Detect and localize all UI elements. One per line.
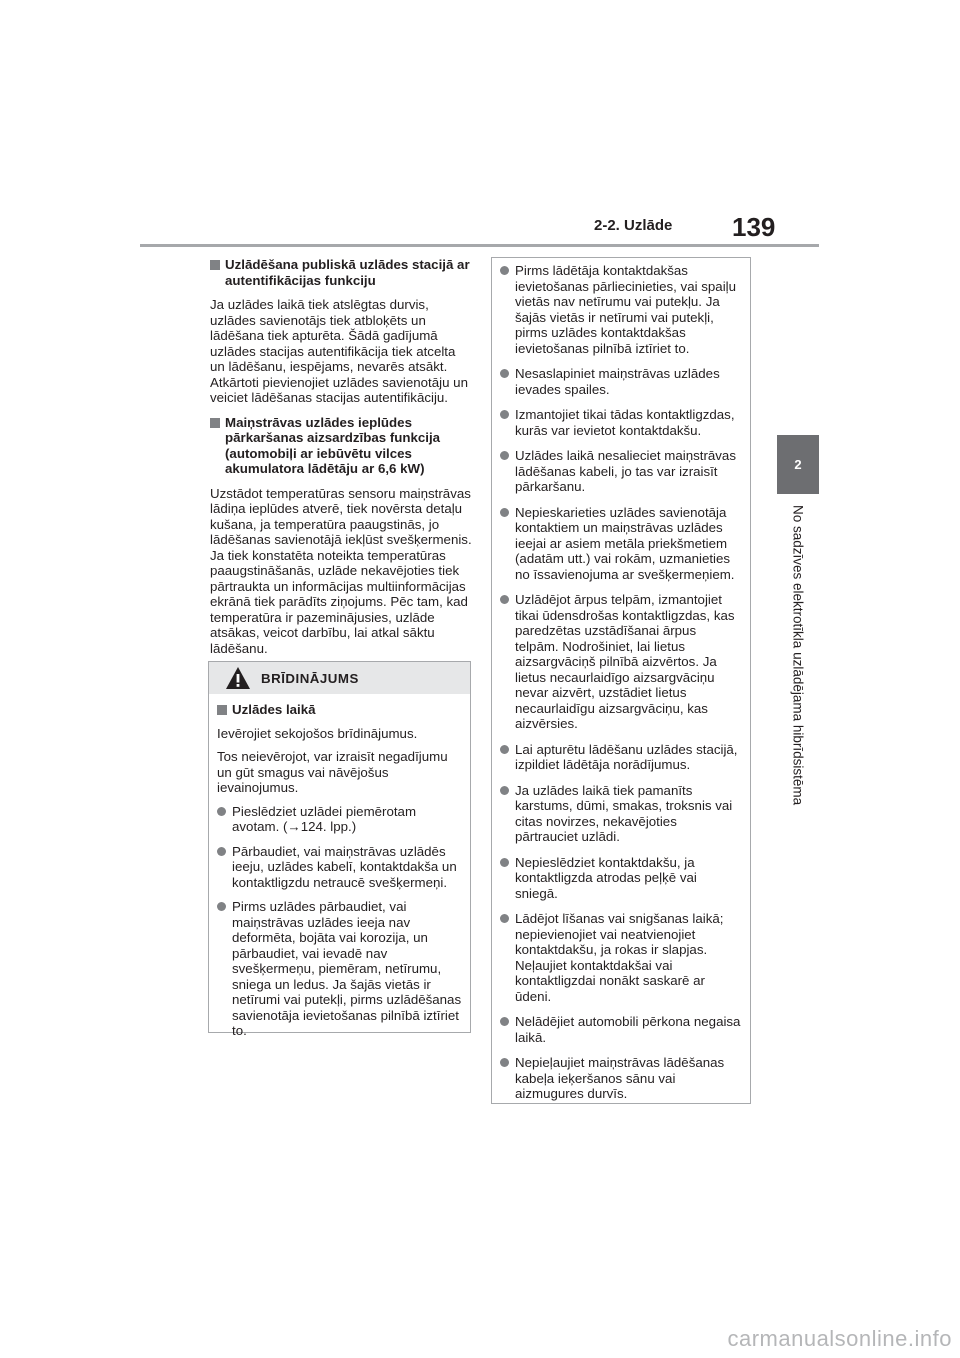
watermark: carmanualsonline.info — [727, 1326, 952, 1351]
square-bullet-icon — [217, 705, 227, 715]
warning-bullet: Pirms lādētāja kontaktdakšas ievietošanas pārliecinieties, vai spaiļu vietās nav netīrumu vai putekļu. Ja šajās vietās ir netīrumi vai putekļi, pirms uzlādes kontaktdakšas ievietošanas pilnībā iztīriet to. — [500, 263, 742, 356]
warning-body — [209, 694, 470, 1039]
chapter-tab — [777, 435, 819, 494]
bullet-icon — [500, 1058, 509, 1067]
bullet-icon — [217, 902, 226, 911]
bullet-icon — [500, 1017, 509, 1026]
section-title: 2-2. Uzlāde — [594, 217, 673, 234]
page-number: 139 — [732, 212, 776, 242]
warning-bullet: Nepieļaujiet maiņstrāvas lādēšanas kabeļa ieķeršanos sānu vai aizmugures durvīs. — [500, 1055, 742, 1102]
header-rule — [140, 244, 819, 247]
warning-bullet: Nelādējiet automobili pērkona negaisa laikā. — [500, 1014, 742, 1045]
chapter-label — [778, 505, 818, 845]
warning-box — [208, 661, 471, 1038]
warning-bullet: Uzlādes laikā nesalieciet maiņstrāvas lādēšanas kabeli, jo tas var izraisīt pārkaršanu. — [500, 448, 742, 495]
section-heading: Uzlādēšana publiskā uzlādes stacijā ar autentifikācijas funkciju — [210, 257, 472, 288]
left-column — [210, 257, 472, 665]
bullet-icon — [500, 914, 509, 923]
warning-bullet: Pirms uzlādes pārbaudiet, vai maiņstrāvas uzlādes ieeja nav deformēta, bojāta vai korozija, un pārbaudiet, vai ievadē nav svešķermeņu, piemēram, netīrumu, sniega un ledus. Ja šajās vietās ir netīrumi vai putekļi, pirms uzlādēšanas savienotāja ievietošanas pilnībā iztīriet to. — [217, 899, 462, 1039]
warning-bullet: Izmantojiet tikai tādas kontaktligzdas, kurās var ievietot kontaktdakšu. — [500, 407, 742, 438]
bullet-icon — [217, 807, 226, 816]
warning-triangle-icon — [225, 666, 251, 690]
warning-bullet: Ja uzlādes laikā tiek pamanīts karstums, dūmi, smakas, troksnis vai citas novirzes, nekavējoties pārtrauciet uzlādi. — [500, 783, 742, 845]
warning-paragraph: Tos neievērojot, var izraisīt negadījumu un gūt smagus vai nāvējošus ievainojumus. — [217, 749, 448, 795]
warning-bullet: Uzlādējot ārpus telpām, izmantojiet tikai ūdensdrošas kontaktligzdas, kas paredzētas uzstādīšanai ārpus telpām. Nodrošiniet, lai lietus aizsargvāciņš pilnībā aizvērtos. Ja lietus necaurlaidīgo aizsargvāciņu nevar aizvērt, uzstādiet lietus necaurlaidīgu aizsargvāciņu, kas aizvērsies. — [500, 592, 742, 732]
bullet-icon — [500, 508, 509, 517]
bullet-icon — [500, 410, 509, 419]
warning-continued-box — [491, 257, 751, 1104]
warning-paragraph: Ievērojiet sekojošos brīdinājumus. — [217, 725, 418, 741]
warning-bullet: Lādējot līšanas vai snigšanas laikā; nepievienojiet vai neatvienojiet kontaktdakšu, ja rokas ir slapjas. Neļaujiet kontaktdakšai vai kontaktligzdai nonākt saskarē ar ūdeni. — [500, 911, 742, 1004]
warning-bullet: Nepieskarieties uzlādes savienotāja kontaktiem un maiņstrāvas uzlādes ieejai ar asiem metāla priekšmetiem (adatām utt.) vai rokām, uzmanieties no īssavienojuma ar svešķermeņiem. — [500, 505, 742, 583]
warning-bullet: Nesaslapiniet maiņstrāvas uzlādes ievades spailes. — [500, 366, 742, 397]
square-bullet-icon — [210, 418, 220, 428]
bullet-icon — [500, 858, 509, 867]
section-heading: Maiņstrāvas uzlādes ieplūdes pārkaršanas aizsardzības funkcija (automobiļi ar iebūvētu vilces akumulatora lādētāju ar 6,6 kW) — [210, 415, 472, 477]
warning-bullet: Pieslēdziet uzlādei piemērotam avotam. (→124. lpp.) — [217, 804, 462, 835]
square-bullet-icon — [210, 260, 220, 270]
bullet-icon — [500, 786, 509, 795]
warning-continued-body — [492, 258, 750, 1102]
bullet-icon — [500, 595, 509, 604]
warning-subheading: Uzlādes laikā — [217, 702, 462, 718]
bullet-icon — [500, 369, 509, 378]
warning-header — [209, 662, 470, 694]
warning-bullet: Nepieslēdziet kontaktdakšu, ja kontaktligzda atrodas peļķē vai sniegā. — [500, 855, 742, 902]
section-text: Uzstādot temperatūras sensoru maiņstrāvas lādiņa ieplūdes atverē, tiek novērsta detaļu kušana, ja temperatūra paaugstinās, jo lādēšanas savienotājā iekļūst svešķermenis. Ja tiek konstatēta noteikta temperatūras paaugstināšanās, uzlāde nekavējoties tiek pārtraukta un informācijas multiinformācijas ekrānā tiek parādīts ziņojums. Pēc tam, kad temperatūra ir pazeminājusies, uzlāde atsākas, veicot darbību, lai atkal sāktu lādēšanu. — [210, 485, 472, 656]
bullet-icon — [500, 451, 509, 460]
chapter-title: No sadzīves elektrotīkla uzlādējama hibrīdsistēma — [790, 505, 806, 806]
section-text: Ja uzlādes laikā tiek atslēgtas durvis, uzlādes savienotājs tiek atbloķēts un lādēšana tiek apturēta. Šādā gadījumā uzlādes stacijas autentifikācija tiek atcelta un lādēšanu, iespējams, nevarēs atsākt. Atkārtoti pievienojiet uzlādes savienotāju un veiciet lādēšanas stacijas autentifikāciju. — [210, 297, 468, 405]
bullet-icon — [217, 847, 226, 856]
warning-bullet: Lai apturētu lādēšanu uzlādes stacijā, izpildiet lādētāja norādījumus. — [500, 742, 742, 773]
warning-bullet: Pārbaudiet, vai maiņstrāvas uzlādēs ieeju, uzlādes kabelī, kontaktdakša un kontaktligzdu netraucē svešķermeņi. — [217, 844, 462, 891]
bullet-icon — [500, 745, 509, 754]
chapter-number: 2 — [794, 457, 802, 472]
warning-title: BRĪDINĀJUMS — [261, 670, 359, 686]
bullet-icon — [500, 266, 509, 275]
